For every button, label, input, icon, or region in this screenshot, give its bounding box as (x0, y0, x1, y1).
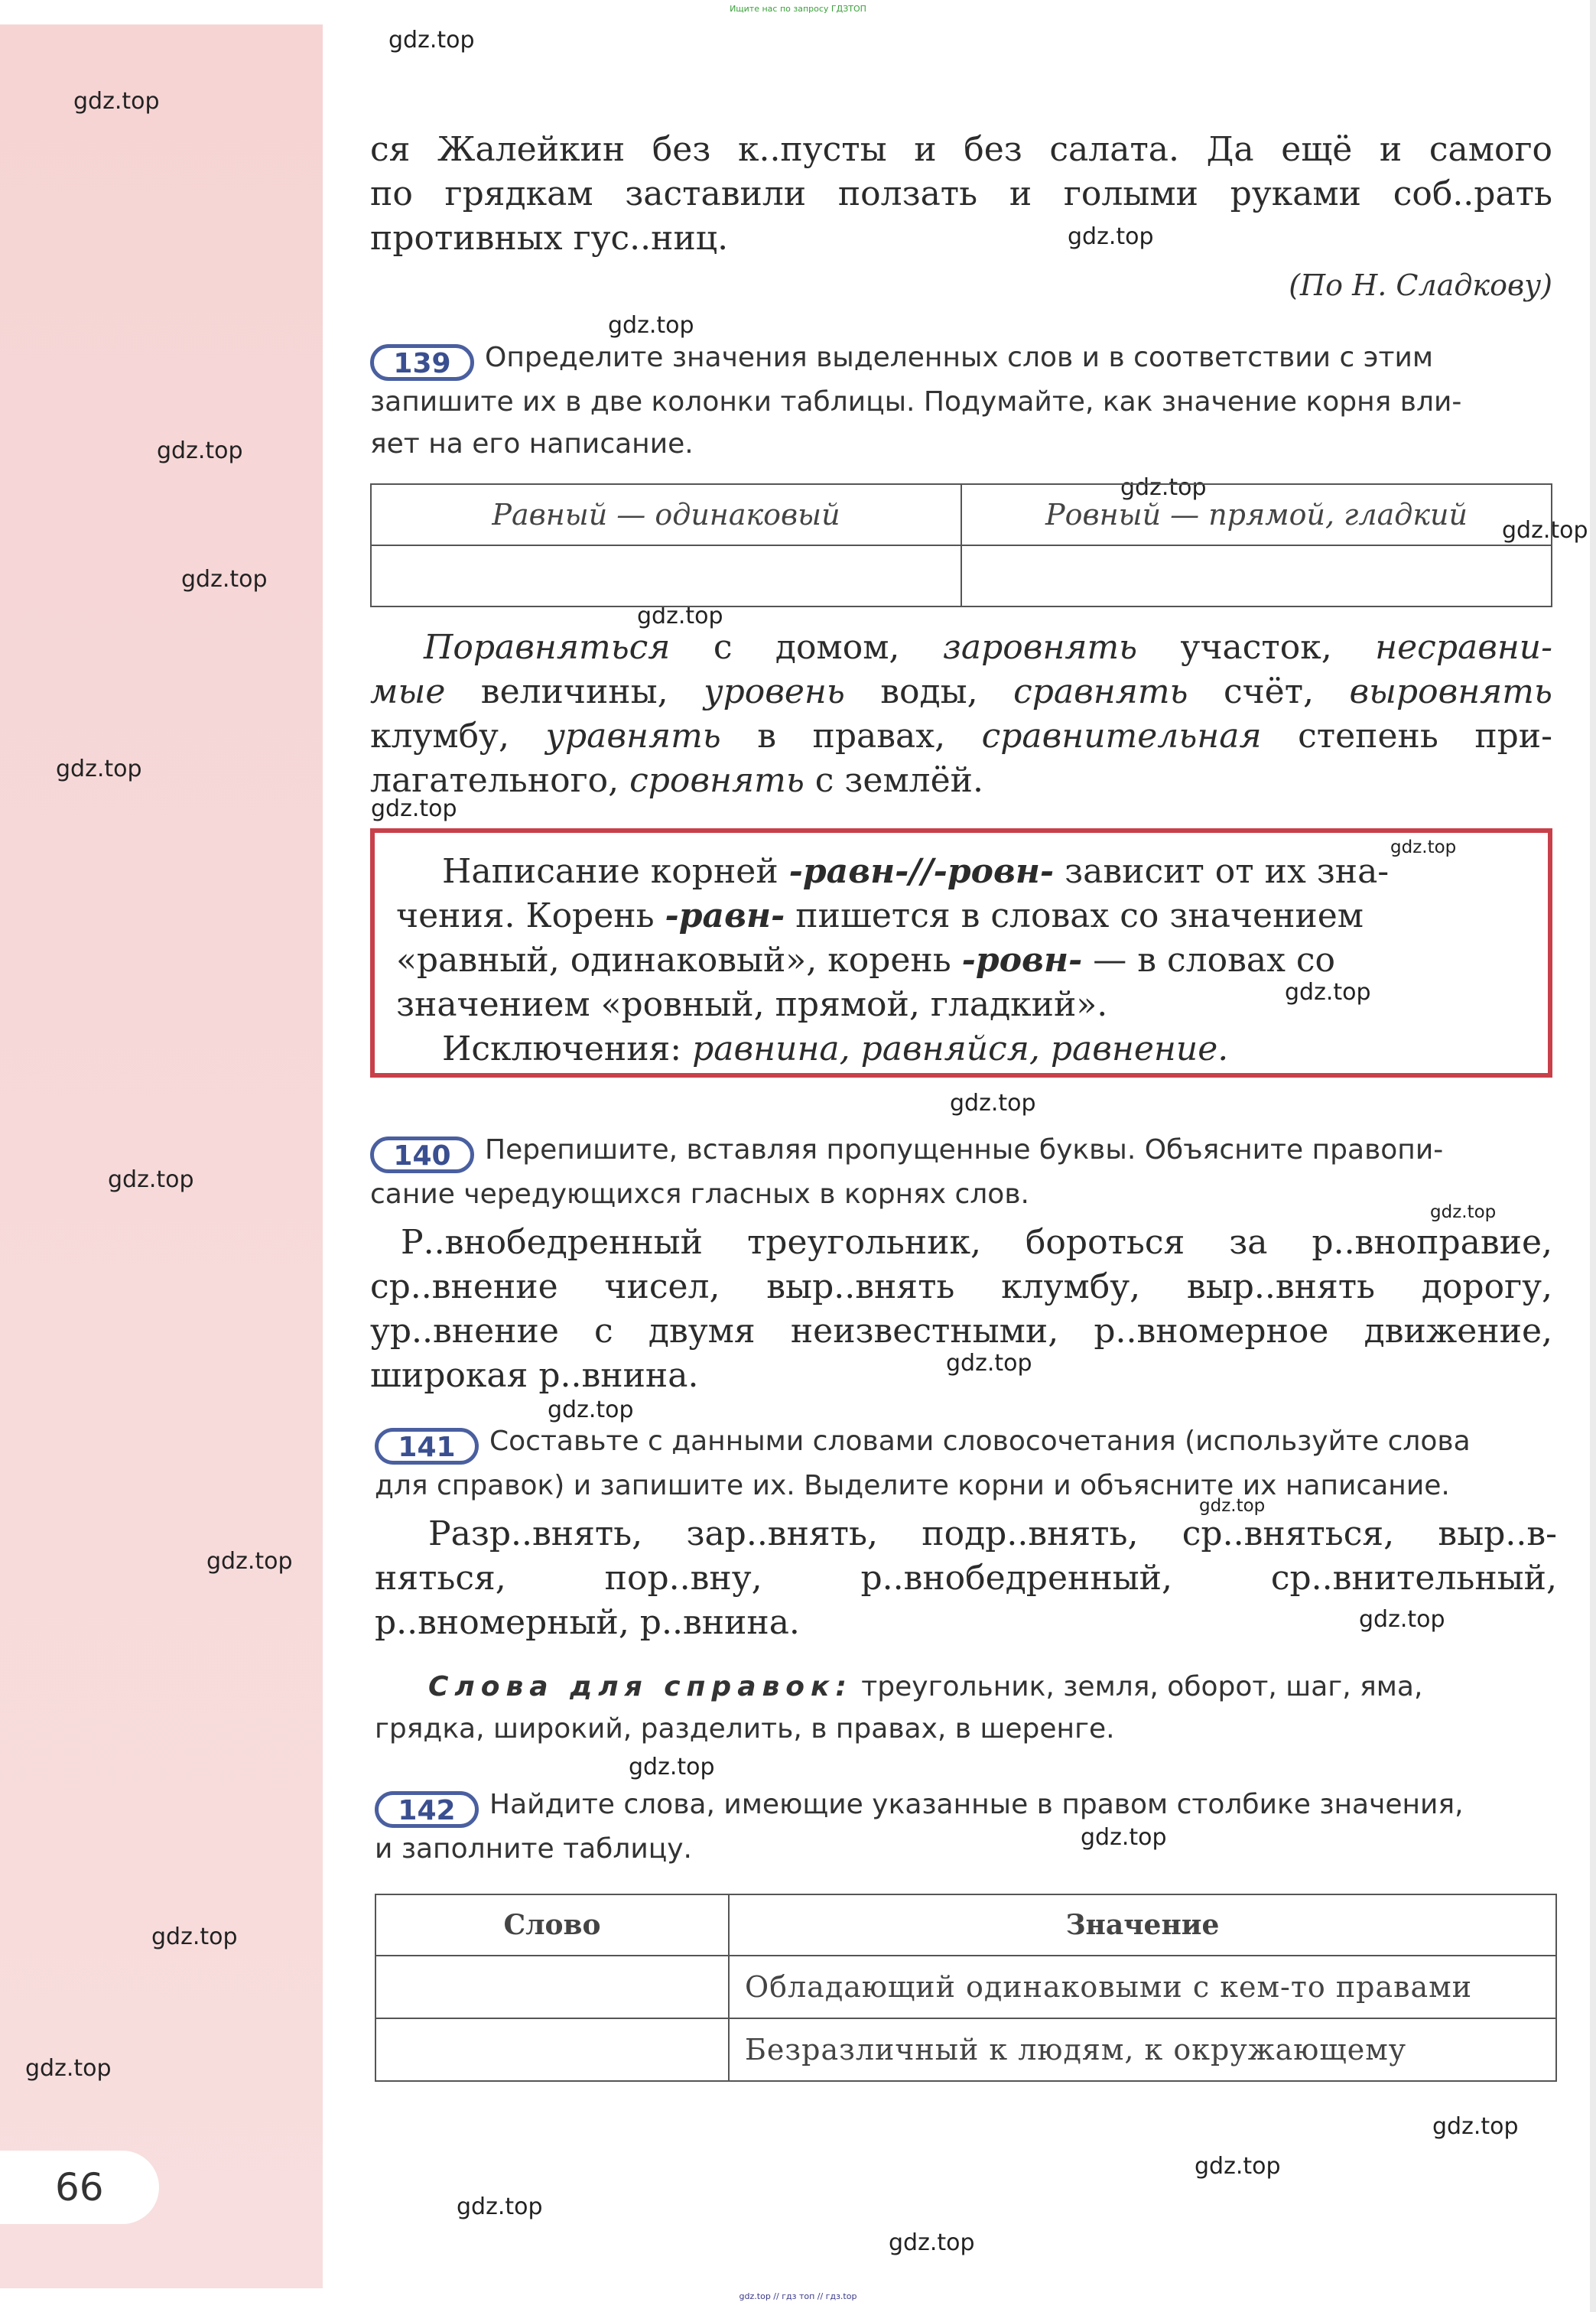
watermark: gdz.top (206, 1548, 293, 1575)
watermark: gdz.top (629, 1754, 715, 1780)
text-line (370, 714, 1552, 759)
page-number: 66 (0, 2151, 159, 2224)
watermark: gdz.top (1285, 979, 1371, 1006)
rule-paragraph: Написание корней -равн-//-ровн- зависит от их зна- чения. Корень -равн- пишется в словах со значением «равный, одинаковый», корень -ровн- — в словах со значением «ровный, прямой, гладкий». (396, 852, 1390, 1024)
highlighted-word: несравни- (1375, 628, 1553, 667)
watermark: gdz.top (1502, 517, 1588, 544)
exercise-139-task: 139 Определите значения выделенных слов и в соответствии с этим запишите их в две колонки таблицы. Подумайте, как значение корня вли- яет на его написание. (370, 342, 1462, 460)
text-segment: с домом, (670, 628, 943, 667)
watermark: gdz.top (1068, 223, 1154, 250)
table-empty-cell[interactable] (375, 2018, 729, 2081)
text-segment: счёт, (1188, 672, 1350, 711)
highlighted-word: сравнительная (981, 717, 1262, 756)
watermark: gdz.top (889, 2229, 975, 2256)
text-segment: в правах, (720, 717, 982, 756)
exercise-141-task: 141 Составьте с данными словами словосочетания (используйте слова для справок) и запишите их. Выделите корни и объясните их написание. (375, 1426, 1471, 1501)
watermark: gdz.top (1390, 837, 1457, 857)
table-header-cell: Слово (375, 1894, 729, 1956)
continuation-text: ся Жалейкин без к..пусты и без салата. Да ещё и самого по грядкам заставили ползать и голыми руками соб..рать противных гус..ниц. (370, 130, 1552, 258)
exercise-141-text: Разр..внять, зар..внять, подр..внять, ср..вняться, выр..в- няться, пор..вну, р..внобедренный, ср..внительный, р..вномерный, р..внина. (375, 1514, 1557, 1642)
exercise-number-badge: 140 (370, 1136, 474, 1173)
footer-note: gdz.top // гдз топ // гдз.top (739, 2291, 857, 2301)
watermark: gdz.top (1432, 2113, 1519, 2140)
table-header-cell: Ровный — прямой, гладкий (961, 484, 1552, 545)
text-line (370, 670, 1552, 714)
text-segment: клумбу, (370, 717, 546, 756)
watermark: gdz.top (548, 1397, 634, 1423)
watermark: gdz.top (1199, 1496, 1266, 1516)
exercise-140-text: Р..внобедренный треугольник, бороться за р..вноправие, ср..внение чисел, выр..внять клумбу, выр..внять дорогу, ур..внение с двумя неизвестными, р..вномерное движение, широкая р..внина. (370, 1223, 1552, 1395)
rule-box (370, 828, 1552, 1078)
header-note: Ищите нас по запросу ГДЗТОП (730, 4, 866, 14)
watermark: gdz.top (1081, 1824, 1167, 1851)
watermark: gdz.top (73, 88, 160, 115)
highlighted-word: выровнять (1349, 672, 1552, 711)
watermark: gdz.top (637, 603, 723, 629)
highlighted-word: мые (370, 672, 446, 711)
table-empty-cell[interactable] (371, 545, 961, 606)
highlighted-word: уравнять (545, 717, 721, 756)
highlighted-word: Поравняться (424, 628, 671, 667)
text-line (370, 626, 1552, 670)
watermark: gdz.top (946, 1350, 1032, 1377)
rule-exceptions: Исключения: равнина, равняйся, равнение. (442, 1029, 1229, 1068)
text-segment: воды, (844, 672, 1014, 711)
watermark: gdz.top (56, 756, 142, 782)
table-header-cell: Значение (729, 1894, 1556, 1956)
watermark: gdz.top (457, 2193, 543, 2220)
meaning-cell: Обладающий одинаковыми с кем-то правами (729, 1956, 1556, 2018)
exercise-number-badge: 142 (375, 1791, 479, 1828)
exercise-142-task: 142 Найдите слова, имеющие указанные в правом столбике значения, и заполните таблицу. (375, 1789, 1464, 1865)
watermark: gdz.top (1195, 2153, 1281, 2180)
text-segment: лагательного, (370, 761, 630, 800)
page-edge (1590, 0, 1596, 2312)
source-attribution: (По Н. Сладкову) (1289, 268, 1552, 302)
watermark: gdz.top (608, 312, 694, 339)
watermark: gdz.top (950, 1090, 1036, 1117)
highlighted-word: уровень (704, 672, 845, 711)
watermark: gdz.top (1359, 1606, 1445, 1633)
watermark: gdz.top (1430, 1202, 1497, 1222)
highlighted-word: сровнять (629, 761, 805, 800)
watermark: gdz.top (181, 566, 268, 593)
text-segment: величины, (445, 672, 704, 711)
highlighted-word: сравнять (1013, 672, 1188, 711)
exercise-140-task: 140 Перепишите, вставляя пропущенные буквы. Объясните правопи- сание чередующихся гласных в корнях слов. (370, 1134, 1444, 1210)
watermark: gdz.top (1120, 474, 1207, 501)
exercise-142-table (375, 1894, 1557, 2082)
watermark: gdz.top (371, 795, 457, 822)
watermark: gdz.top (151, 1923, 238, 1950)
watermark: gdz.top (25, 2055, 112, 2082)
meaning-cell: Безразличный к людям, к окружающему (729, 2018, 1556, 2081)
text-segment: участок, (1137, 628, 1376, 667)
text-segment: степень при- (1261, 717, 1552, 756)
watermark: gdz.top (157, 437, 243, 464)
watermark: gdz.top (108, 1166, 194, 1193)
exercise-number-badge: 141 (375, 1428, 479, 1465)
reference-words: Слова для справок: треугольник, земля, оборот, шаг, яма, грядка, широкий, разделить, в правах, в шеренге. (375, 1671, 1423, 1745)
text-line (370, 759, 1552, 803)
watermark: gdz.top (388, 27, 475, 54)
exercise-number-badge: 139 (370, 344, 474, 381)
table-empty-cell[interactable] (375, 1956, 729, 2018)
table-header-cell: Равный — одинаковый (371, 484, 961, 545)
table-empty-cell[interactable] (961, 545, 1552, 606)
exercise-139-text (370, 626, 1552, 803)
exercise-139-table (370, 483, 1552, 607)
highlighted-word: заровнять (942, 628, 1138, 667)
text-segment: с землёй. (804, 761, 983, 800)
